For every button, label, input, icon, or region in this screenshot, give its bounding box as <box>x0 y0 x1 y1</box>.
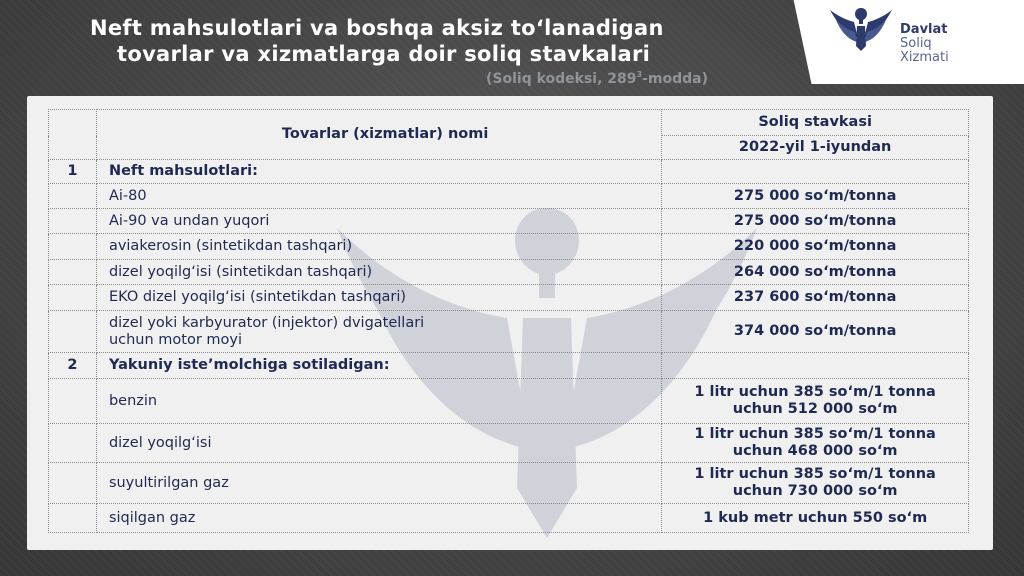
row-rate <box>662 463 969 504</box>
row-number-empty <box>49 504 97 533</box>
table-row <box>49 311 969 353</box>
logo-text-davlat: Davlat <box>900 22 948 37</box>
subtitle-text: (Soliq kodeksi, 289 <box>486 71 637 87</box>
column-header-name: Tovarlar (xizmatlar) nomi <box>96 110 661 160</box>
subtitle-superscript: 3 <box>636 70 643 79</box>
row-name: Ai-80 <box>96 184 661 209</box>
row-name: aviakerosin (sintetikdan tashqari) <box>96 234 661 260</box>
row-rate-line-1: 1 litr uchun 385 so‘m/1 tonna <box>694 426 936 442</box>
column-subheader-date: 2022-yil 1-iyundan <box>662 136 969 160</box>
row-rate-line-1: 1 litr uchun 385 so‘m/1 tonna <box>694 384 936 400</box>
row-name: suyultirilgan gaz <box>96 463 661 504</box>
table-row <box>49 379 969 424</box>
row-number-empty <box>49 234 97 260</box>
section-title: Yakuniy iste’molchiga sotiladigan: <box>96 353 661 379</box>
row-rate: 374 000 so‘m/tonna <box>662 311 969 353</box>
header-number-cell <box>49 110 97 160</box>
eagle-logo-icon <box>828 2 894 52</box>
row-name <box>96 311 661 353</box>
table-row <box>49 234 969 260</box>
row-name-line-2: uchun motor moyi <box>108 331 243 348</box>
section-rate-empty <box>662 160 969 184</box>
page-title-line-1: Neft mahsulotlari va boshqa aksiz to‘lanadigan <box>90 16 664 40</box>
section-title: Neft mahsulotlari: <box>96 160 661 184</box>
row-number-empty <box>49 311 97 353</box>
row-name-line-1: dizel yoki karbyurator (injektor) dvigatellari <box>108 314 425 331</box>
row-rate: 1 kub metr uchun 550 so‘m <box>662 504 969 533</box>
subtitle-suffix: -modda) <box>642 71 709 87</box>
row-rate: 264 000 so‘m/tonna <box>662 260 969 285</box>
row-rate-line-2: uchun 730 000 so‘m <box>732 483 898 499</box>
row-name: Ai-90 va undan yuqori <box>96 209 661 234</box>
table-row <box>49 424 969 463</box>
row-rate: 220 000 so‘m/tonna <box>662 234 969 260</box>
content-panel <box>27 96 993 550</box>
logo-text-soliq: Soliq <box>900 36 932 51</box>
row-number-empty <box>49 260 97 285</box>
tax-rates-table <box>48 109 969 533</box>
table-row <box>49 285 969 311</box>
table-row <box>49 184 969 209</box>
row-number-empty <box>49 209 97 234</box>
row-number-empty <box>49 424 97 463</box>
section-rate-empty <box>662 353 969 379</box>
section-row <box>49 353 969 379</box>
section-number: 1 <box>49 160 97 184</box>
row-name: EKO dizel yoqilg‘isi (sintetikdan tashqari) <box>96 285 661 311</box>
table-row <box>49 260 969 285</box>
row-rate: 237 600 so‘m/tonna <box>662 285 969 311</box>
row-rate-line-2: uchun 468 000 so‘m <box>732 443 898 459</box>
row-rate-line-2: uchun 512 000 so‘m <box>732 401 898 417</box>
table-row <box>49 209 969 234</box>
table-row <box>49 504 969 533</box>
table-row <box>49 463 969 504</box>
logo-text-xizmati: Xizmati <box>900 50 949 65</box>
row-rate <box>662 424 969 463</box>
column-header-rate: Soliq stavkasi <box>662 110 969 136</box>
row-rate <box>662 379 969 424</box>
row-number-empty <box>49 285 97 311</box>
row-name: dizel yoqilg‘isi (sintetikdan tashqari) <box>96 260 661 285</box>
row-number-empty <box>49 379 97 424</box>
row-rate: 275 000 so‘m/tonna <box>662 184 969 209</box>
page-title-line-2: tovarlar va xizmatlarga doir soliq stavkalari <box>117 42 651 66</box>
row-name: benzin <box>96 379 661 424</box>
row-rate-line-1: 1 litr uchun 385 so‘m/1 tonna <box>694 466 936 482</box>
page-subtitle <box>486 70 708 87</box>
row-name: siqilgan gaz <box>96 504 661 533</box>
section-row <box>49 160 969 184</box>
row-rate: 275 000 so‘m/tonna <box>662 209 969 234</box>
table-header-row <box>49 110 969 136</box>
row-number-empty <box>49 463 97 504</box>
row-number-empty <box>49 184 97 209</box>
section-number: 2 <box>49 353 97 379</box>
row-name: dizel yoqilg‘isi <box>96 424 661 463</box>
